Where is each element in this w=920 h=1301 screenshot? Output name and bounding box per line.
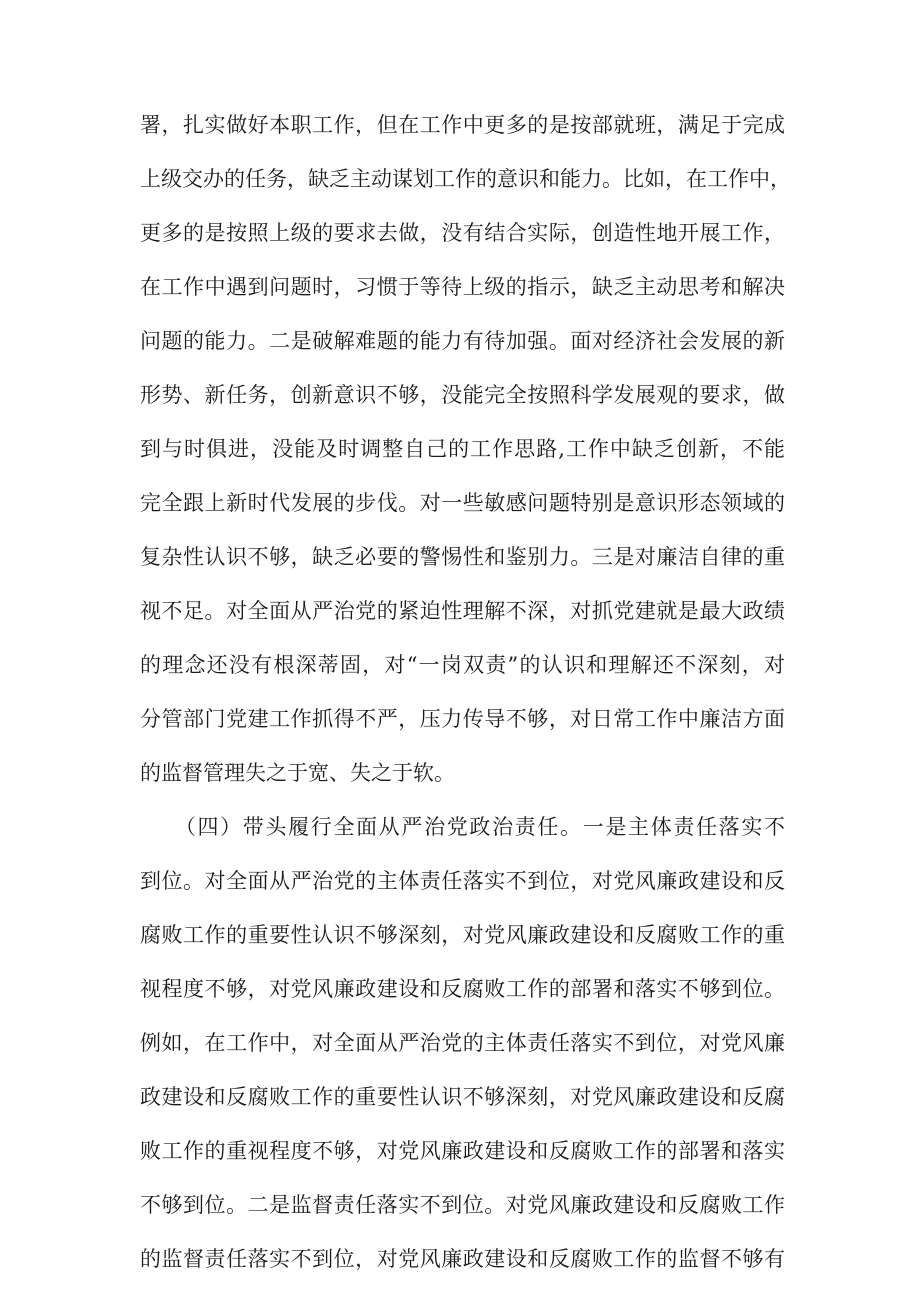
- text-line: 到位。对全面从严治党的主体责任落实不到位，对党风廉政建设和反: [140, 869, 785, 893]
- text-line: 复杂性认识不够，缺乏必要的警惕性和鉴别力。三是对廉洁自律的重: [140, 545, 785, 569]
- text-line: 的监督责任落实不到位，对党风廉政建设和反腐败工作的监督不够有: [140, 1247, 785, 1271]
- text-line: 在工作中遇到问题时，习惯于等待上级的指示，缺乏主动思考和解决: [140, 275, 785, 299]
- text-line: （四）带头履行全面从严治党政治责任。一是主体责任落实不: [140, 815, 785, 839]
- document-page: [140, 98, 791, 1286]
- text-line: 问题的能力。二是破解难题的能力有待加强。面对经济社会发展的新: [140, 329, 785, 353]
- text-line: 例如，在工作中，对全面从严治党的主体责任落实不到位，对党风廉: [140, 1031, 785, 1055]
- text-line: 完全跟上新时代发展的步伐。对一些敏感问题特别是意识形态领域的: [140, 491, 785, 515]
- text-line: 上级交办的任务，缺乏主动谋划工作的意识和能力。比如，在工作中，: [140, 167, 791, 191]
- text-line: 腐败工作的重要性认识不够深刻，对党风廉政建设和反腐败工作的重: [140, 923, 785, 947]
- text-line: 的理念还没有根深蒂固，对“一岗双责”的认识和理解还不深刻，对: [140, 653, 785, 677]
- text-line: 视程度不够，对党风廉政建设和反腐败工作的部署和落实不够到位。: [140, 977, 785, 1001]
- text-line: 分管部门党建工作抓得不严，压力传导不够，对日常工作中廉洁方面: [140, 707, 785, 731]
- text-line: 到与时俱进，没能及时调整自己的工作思路,工作中缺乏创新，不能: [140, 437, 785, 461]
- text-line: 的监督管理失之于宽、失之于软。: [140, 761, 455, 785]
- paragraph-2: [140, 800, 785, 1286]
- text-line: 政建设和反腐败工作的重要性认识不够深刻，对党风廉政建设和反腐: [140, 1085, 785, 1109]
- text-line: 形势、新任务，创新意识不够，没能完全按照科学发展观的要求，做: [140, 383, 785, 407]
- text-line: 署，扎实做好本职工作，但在工作中更多的是按部就班，满足于完成: [140, 113, 785, 137]
- text-line: 败工作的重视程度不够，对党风廉政建设和反腐败工作的部署和落实: [140, 1139, 785, 1163]
- paragraph-1: [140, 98, 791, 800]
- text-line: 不够到位。二是监督责任落实不到位。对党风廉政建设和反腐败工作: [140, 1193, 785, 1217]
- text-line: 视不足。对全面从严治党的紧迫性理解不深，对抓党建就是最大政绩: [140, 599, 785, 623]
- text-line: 更多的是按照上级的要求去做，没有结合实际，创造性地开展工作，: [140, 221, 785, 245]
